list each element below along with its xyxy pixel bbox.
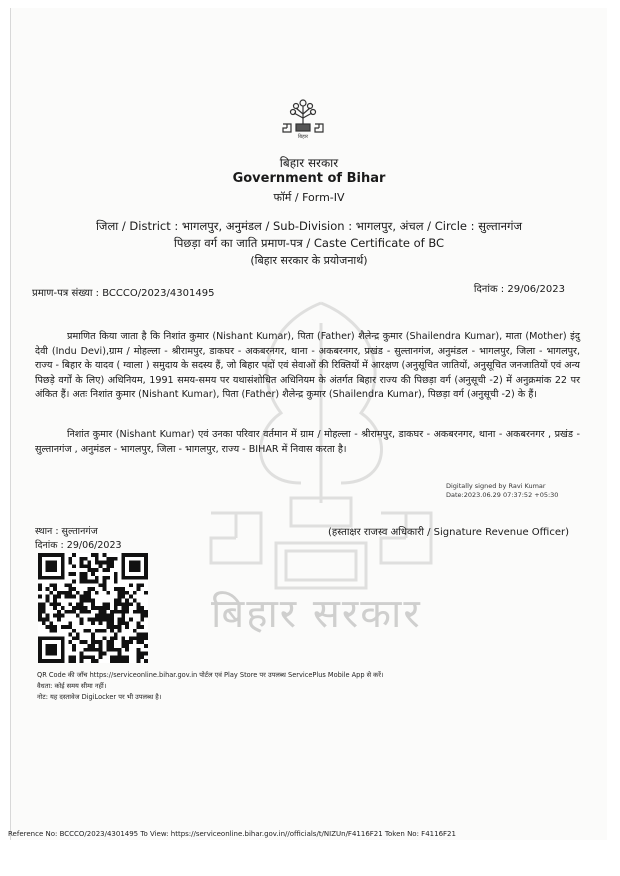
validity-note: वैधता: कोई समय सीमा नहीं। bbox=[37, 682, 107, 690]
issue-date: दिनांक : 29/06/2023 bbox=[473, 284, 565, 295]
signature-line: (हस्ताक्षर राजस्व अधिकारी / Signature Revenue Officer) bbox=[328, 527, 569, 538]
reference-footer[interactable]: Reference No: BCCCO/2023/4301495 To View: https://serviceonline.bihar.gov.in//officials/t/NIZUn/F4116F21 Token No: F4116F21 bbox=[8, 830, 456, 838]
watermark-text: बिहार सरकार bbox=[211, 591, 422, 637]
footer-date: दिनांक : 29/06/2023 bbox=[35, 540, 122, 551]
certificate-body-paragraph: प्रमाणित किया जाता है कि निशांत कुमार (Nishant Kumar), पिता (Father) शैलेन्द्र कुमार (Shailendra Kumar), माता (Mother) इंदु देवी (Indu Devi),ग्राम / मोहल्ला - श्रीरामपुर, डाकघर - अकबरनगर, थाना - अकबरनगर, प्रखंड - सुल्तानगंज, अनुमंडल - भागलपुर, जिला - भागलपुर, राज्य - बिहार के यादव ( ग्वाला ) समुदाय के सदस्य हैं, जो बिहार पदों एवं सेवाओं की रिक्तियों में आरक्षण (अनुसूचित जातियों, अनुसूचित जनजातियों एवं अन्य पिछड़े वर्गों के लिए) अधिनियम, 1991 समय-समय पर यथासंशोधित अधिनियम के अंतर्गत बिहार राज्य की पिछड़ा वर्ग (अनुसूची -2) में अनुक्रमांक 22 पर अंकित हैं। अतः निशांत कुमार (Nishant Kumar), पिता (Father) शैलेन्द्र कुमार (Shailendra Kumar), पिछड़ा वर्ग (अनुसूची -2) के हैं। bbox=[35, 331, 580, 401]
location-line: जिला / District : भागलपुर, अनुमंडल / Sub-Division : भागलपुर, अंचल / Circle : सुल्तानगंज bbox=[95, 219, 523, 233]
digital-signature-date: Date:2023.06.29 07:37:52 +05:30 bbox=[446, 490, 559, 499]
digital-signature bbox=[446, 482, 558, 499]
place-of-issue: स्थान : सुल्तानगंज bbox=[35, 526, 98, 537]
certificate-subtitle: (बिहार सरकार के प्रयोजनार्थ) bbox=[250, 254, 368, 267]
qr-verification-note: QR Code की जाँच https://serviceonline.bihar.gov.in पोर्टल एवं Play Store पर उपलब्ध ServicePlus Mobile App से करें। bbox=[37, 671, 384, 679]
residence-paragraph: निशांत कुमार (Nishant Kumar) एवं उनका परिवार वर्तमान में ग्राम / मोहल्ला - श्रीरामपुर, डाकघर - अकबरनगर, थाना - अकबरनगर , प्रखंड - सुल्तानगंज , अनुमंडल - भागलपुर, जिला - भागलपुर, राज्य - BIHAR में निवास करता है। bbox=[35, 429, 580, 455]
digilocker-note: नोट: यह दस्तावेज DigiLocker पर भी उपलब्ध है। bbox=[37, 693, 162, 701]
form-number: फॉर्म / Form-IV bbox=[273, 191, 345, 204]
svg-text:बिहार: बिहार bbox=[297, 134, 309, 140]
qr-code[interactable] bbox=[38, 553, 148, 663]
state-name-english: Government of Bihar bbox=[232, 171, 386, 186]
bihar-emblem-icon bbox=[280, 94, 326, 142]
certificate-title: पिछड़ा वर्ग का जाति प्रमाण-पत्र / Caste Certificate of BC bbox=[173, 236, 445, 250]
digital-signature-name: Digitally signed by Ravi Kumar bbox=[446, 482, 546, 490]
state-name-hindi: बिहार सरकार bbox=[279, 156, 339, 170]
certificate-number: प्रमाण-पत्र संख्या : BCCCO/2023/4301495 bbox=[32, 288, 215, 299]
certificate-page bbox=[10, 8, 607, 840]
